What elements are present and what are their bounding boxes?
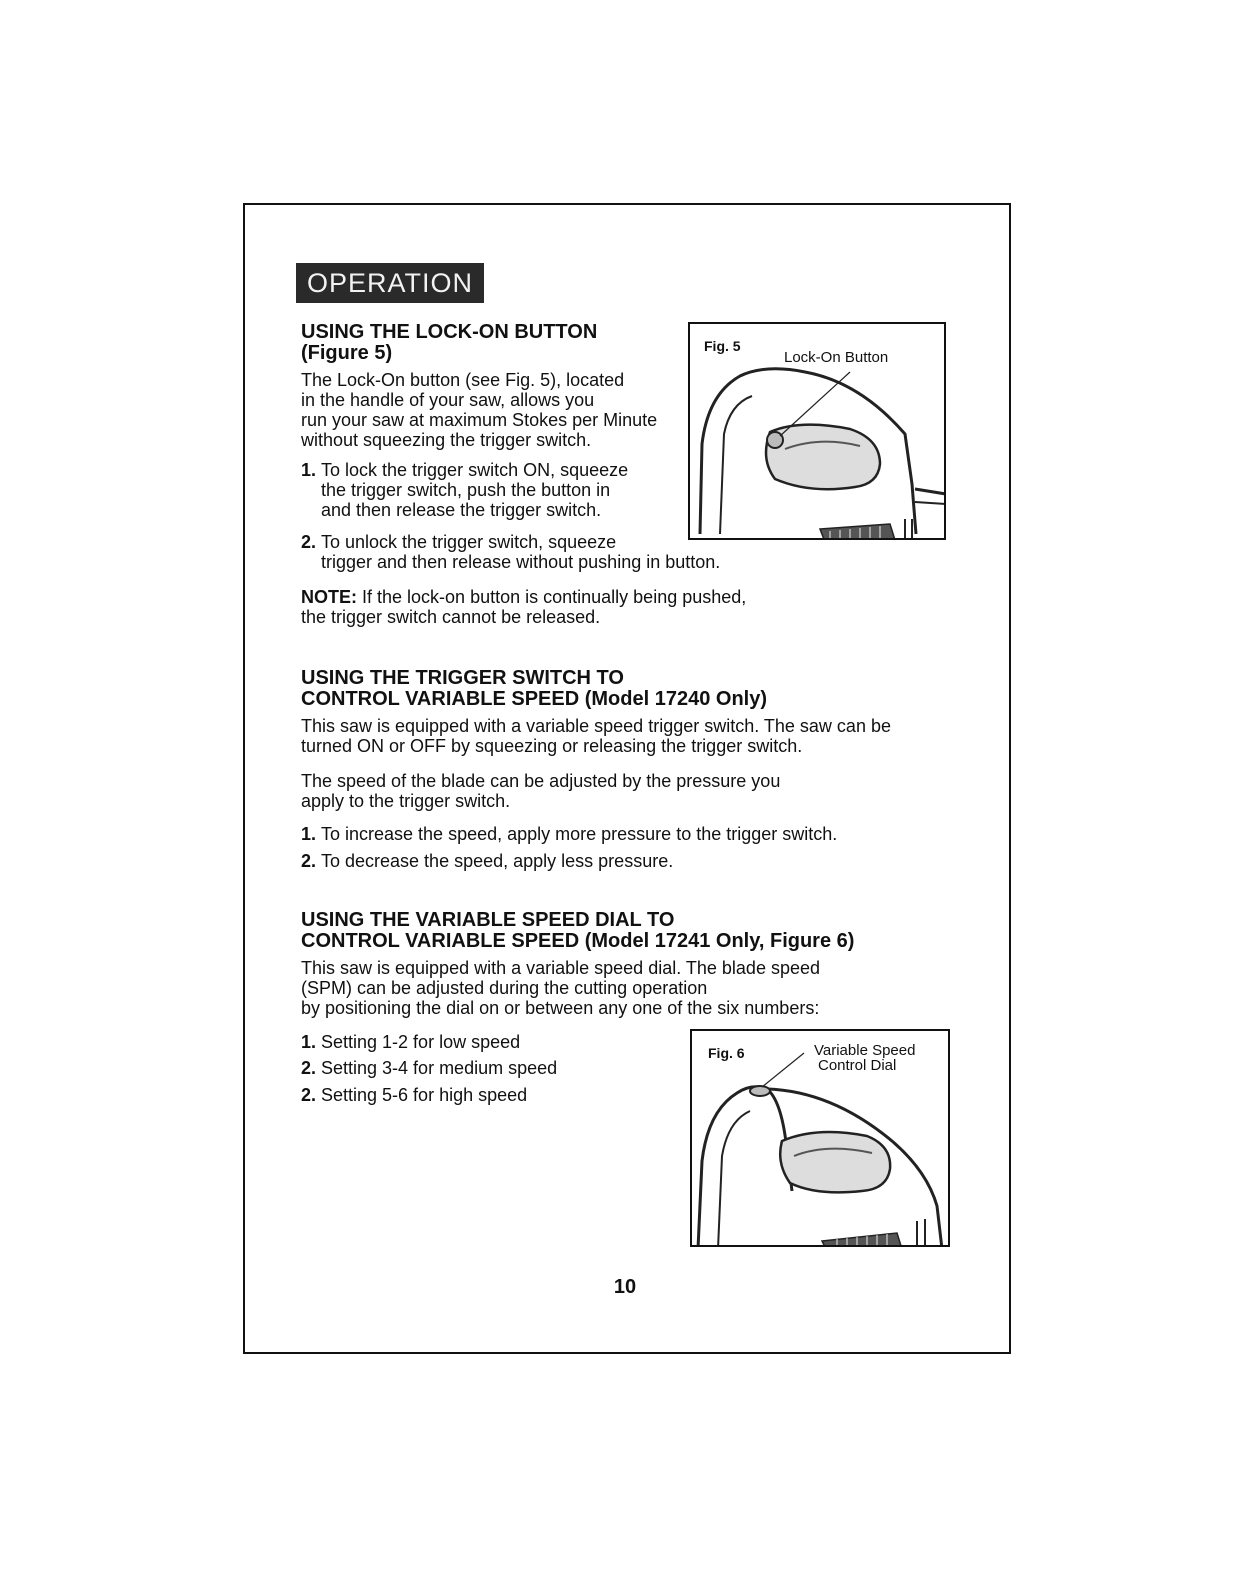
dial-step-1: 1. Setting 1-2 for low speed (301, 1032, 521, 1052)
lock-on-heading (301, 322, 597, 364)
dial-step-3: 2. Setting 5-6 for high speed (301, 1085, 528, 1105)
step-number: 1. (301, 824, 317, 844)
step-number: 1. (301, 460, 317, 480)
lock-on-heading-line1: USING THE LOCK-ON BUTTON (301, 321, 598, 343)
variable-speed-dial-callout: Variable Speed Control Dial (814, 1042, 916, 1074)
dial-heading (301, 910, 854, 952)
step-number: 2. (301, 1058, 317, 1078)
note-label: NOTE: (301, 587, 357, 607)
lock-on-note: NOTE: If the lock-on button is continually being pushed, the trigger switch cannot be released. (301, 587, 747, 627)
step-number: 2. (301, 1085, 317, 1105)
trigger-para-1: This saw is equipped with a variable speed trigger switch. The saw can be turned ON or OFF by squeezing or releasing the trigger switch. (301, 716, 891, 756)
lock-on-step-1: 1. To lock the trigger switch ON, squeeze the trigger switch, push the button in and then release the trigger switch. (301, 460, 629, 520)
trigger-heading-line1: USING THE TRIGGER SWITCH TO (301, 667, 624, 689)
step-number: 2. (301, 532, 317, 552)
figure-6 (690, 1029, 950, 1247)
page-number: 10 (613, 1276, 637, 1298)
trigger-step-2: 2. To decrease the speed, apply less pressure. (301, 851, 674, 871)
figure-5-label: Fig. 5 (704, 338, 741, 354)
dial-heading-line1: USING THE VARIABLE SPEED DIAL TO (301, 909, 675, 931)
lock-on-heading-line2: (Figure 5) (301, 342, 393, 364)
lock-on-intro: The Lock-On button (see Fig. 5), located in the handle of your saw, allows you run your saw at maximum Stokes per Minute without squeezing the trigger switch. (301, 370, 658, 450)
section-title: OPERATION (296, 263, 484, 303)
lock-on-button-callout: Lock-On Button (784, 349, 889, 366)
trigger-step-1: 1. To increase the speed, apply more pressure to the trigger switch. (301, 824, 838, 844)
dial-step-2: 2. Setting 3-4 for medium speed (301, 1058, 558, 1078)
step-number: 1. (301, 1032, 317, 1052)
trigger-heading-line2: CONTROL VARIABLE SPEED (Model 17240 Only) (301, 688, 768, 710)
figure-5 (688, 322, 946, 540)
trigger-para-2: The speed of the blade can be adjusted by the pressure you apply to the trigger switch. (301, 771, 781, 811)
lock-on-step-2: 2. To unlock the trigger switch, squeeze trigger and then release without pushing in button. (301, 532, 721, 572)
trigger-heading (301, 668, 767, 710)
step-number: 2. (301, 851, 317, 871)
dial-para: This saw is equipped with a variable speed dial. The blade speed (SPM) can be adjusted during the cutting operation by positioning the dial on or between any one of the six numbers: (301, 958, 820, 1018)
figure-6-label: Fig. 6 (708, 1045, 745, 1061)
dial-heading-line2: CONTROL VARIABLE SPEED (Model 17241 Only, Figure 6) (301, 930, 855, 952)
